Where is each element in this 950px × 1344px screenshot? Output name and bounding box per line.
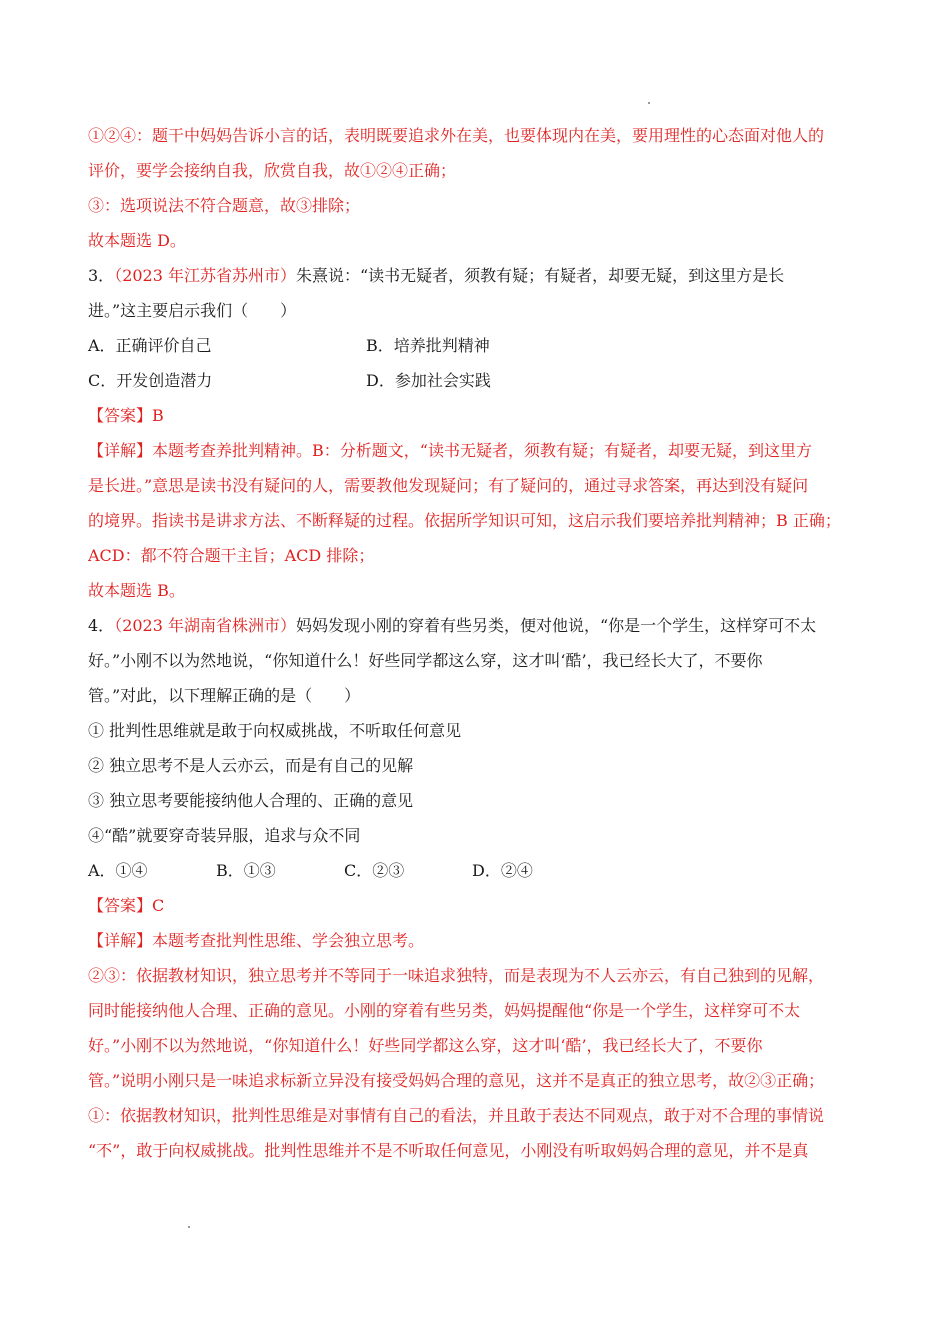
statement-item: ④“酷”就要穿奇装异服，追求与众不同 [88, 826, 361, 845]
question-stem: 朱熹说：“读书无疑者，须教有疑；有疑者，却要无疑，到这里方是长 [296, 266, 785, 285]
question-3-options-row [88, 363, 866, 398]
question-4-detail-intro: 【详解】本题考查批判性思维、学会独立思考。 [88, 931, 425, 950]
prev-explanation-line: ①②④：题干中妈妈告诉小言的话，表明既要追求外在美，也要体现内在美，要用理性的心态面对他人的 [88, 126, 825, 145]
question-source: （2023 年江苏省苏州市） [114, 266, 296, 285]
question-4-stem-line [88, 608, 866, 643]
footer-dot [188, 1226, 190, 1228]
question-4-detail-line: ②③：依据教材知识，独立思考并不等同于一味追求独特，而是表现为不人云亦云，有自己独到的见解， [88, 966, 825, 985]
question-4 [88, 608, 866, 1168]
question-3-detail-line: ACD：都不符合题干主旨；ACD 排除； [88, 546, 375, 565]
header-dot [648, 102, 650, 104]
question-number: 4． [88, 616, 115, 635]
question-3-detail-line: 是长进。”意思是读书没有疑问的人，需要教他发现疑问；有了疑问的，通过寻求答案，再达到没有疑问 [88, 476, 809, 495]
question-3-conclusion: 故本题选 B。 [88, 581, 185, 600]
question-3 [88, 258, 866, 608]
question-4-detail-line: 好。”小刚不以为然地说，“你知道什么！好些同学都这么穿，这才叫‘酷’，我已经长大了，不要你 [88, 1036, 763, 1055]
question-4-detail-line: ①：依据教材知识，批判性思维是对事情有自己的看法，并且敢于表达不同观点，敢于对不合理的事情说 [88, 1106, 825, 1125]
question-3-detail-line: 的境界。指读书是讲求方法、不断释疑的过程。依据所学知识可知，这启示我们要培养批判精神；B 正确； [88, 511, 841, 530]
question-4-detail-line: 管。”说明小刚只是一味追求标新立异没有接受妈妈合理的意见，这并不是真正的独立思考，故②③正确； [88, 1071, 825, 1090]
question-3-stem-line: 进。”这主要启示我们（ ） [88, 301, 297, 320]
document-page [88, 118, 866, 1168]
prev-explanation-line: ③：选项说法不符合题意，故③排除； [88, 196, 361, 215]
question-number: 3． [88, 266, 115, 285]
question-stem: 妈妈发现小刚的穿着有些另类，便对他说，“你是一个学生，这样穿可不太 [296, 616, 817, 635]
question-3-detail-line: 【详解】本题考查养批判精神。B：分析题文，“读书无疑者，须教有疑；有疑者，却要无疑，到这里方 [88, 441, 812, 460]
prev-explanation-conclusion: 故本题选 D。 [88, 231, 186, 250]
option-a: A．①④ [88, 861, 148, 880]
statement-item: ① 批判性思维就是敢于向权威挑战，不听取任何意见 [88, 721, 462, 740]
statement-item: ② 独立思考不是人云亦云，而是有自己的见解 [88, 756, 414, 775]
option-d: D．参加社会实践 [366, 371, 491, 390]
prev-explanation [88, 118, 866, 258]
question-4-answer: 【答案】C [88, 896, 165, 915]
option-b: B．培养批判精神 [366, 336, 490, 355]
question-3-options-row [88, 328, 866, 363]
question-4-detail-line: 同时能接纳他人合理、正确的意见。小刚的穿着有些另类，妈妈提醒他“你是一个学生，这样穿可不太 [88, 1001, 801, 1020]
question-3-stem-line [88, 258, 866, 293]
option-a: A．正确评价自己 [88, 336, 212, 355]
question-4-detail-line: “不”，敢于向权威挑战。批判性思维并不是不听取任何意见，小刚没有听取妈妈合理的意见，并不是真 [88, 1141, 809, 1160]
question-4-stem-line: 好。”小刚不以为然地说，“你知道什么！好些同学都这么穿，这才叫‘酷’，我已经长大了，不要你 [88, 651, 763, 670]
question-4-options-row [88, 853, 866, 888]
option-c: C．开发创造潜力 [88, 371, 213, 390]
option-b: B．①③ [216, 861, 276, 880]
question-3-answer: 【答案】B [88, 406, 164, 425]
question-source: （2023 年湖南省株洲市） [114, 616, 296, 635]
option-d: D．②④ [472, 861, 533, 880]
statement-item: ③ 独立思考要能接纳他人合理的、正确的意见 [88, 791, 414, 810]
prev-explanation-line: 评价，要学会接纳自我，欣赏自我，故①②④正确； [88, 161, 457, 180]
option-c: C．②③ [344, 861, 405, 880]
question-4-stem-line: 管。”对此，以下理解正确的是（ ） [88, 686, 361, 705]
